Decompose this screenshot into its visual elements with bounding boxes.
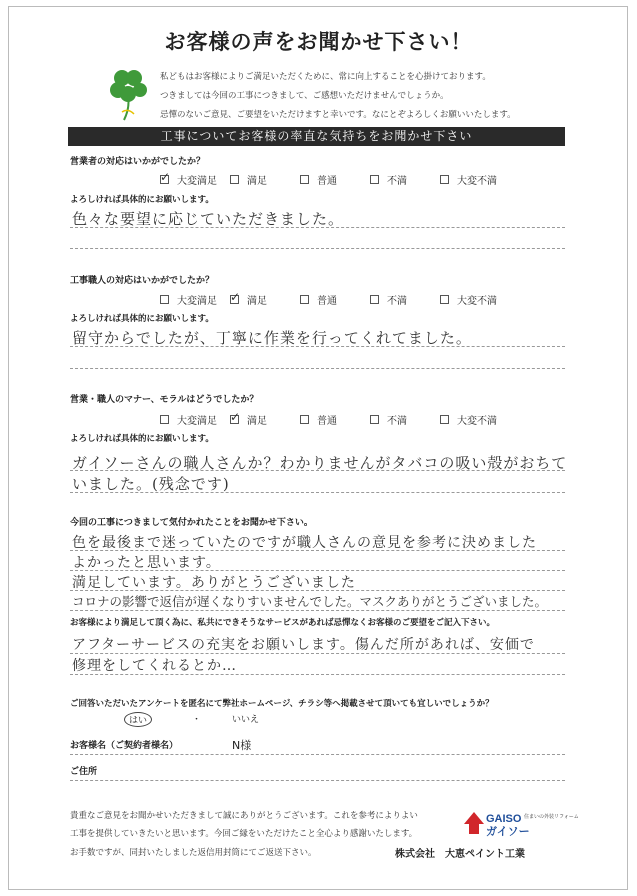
company-name: 株式会社 大恵ペイント工業 [395,849,525,860]
consent-no: いいえ [232,715,260,725]
checkbox-icon[interactable] [300,295,309,304]
q5-question: お客様により満足して頂く為に、私共にできそうなサービスがあれば忌憚なくお客様のご要望をご記入下さい。 [70,618,496,628]
q3-options [160,412,510,427]
option-label: 大変不満 [457,416,497,427]
q3-answer-line-2: いました。(残念です) [72,475,230,493]
consent-yes: はい [124,712,152,727]
intro-line-2: つきましては今回の工事につきまして、ご感想いただけませんでしょうか。 [160,91,449,101]
option-label: 不満 [387,176,407,187]
option-label: 普通 [317,176,337,187]
q3-answer-line-1: ガイソーさんの職人さんか？わかりませんがタバコの吸い殻がおちて [72,454,568,472]
option-label: 大変不満 [457,296,497,307]
q1-detail-prompt: よろしければ具体的にお願いします。 [70,195,214,205]
option-label: 大変満足 [177,296,217,307]
q1-option-3[interactable] [300,172,370,187]
checkbox-icon[interactable] [440,295,449,304]
q1-option-2[interactable] [230,172,300,187]
q1-options [160,172,510,187]
name-line [70,754,565,755]
answer-line [70,470,565,471]
checkbox-icon[interactable] [230,295,239,304]
option-label: 満足 [247,416,267,427]
page-title: お客様の声をお聞かせ下さい！ [164,30,473,54]
logo-brand: GAISO [486,813,522,825]
q3-option-3[interactable] [300,412,370,427]
option-label: 普通 [317,416,337,427]
q3-option-2[interactable] [230,412,300,427]
answer-line [70,492,565,493]
gaiso-logo-icon [462,808,579,838]
answer-line [70,674,565,675]
answer-line [70,653,565,654]
checkbox-icon[interactable] [160,175,169,184]
checkbox-icon[interactable] [300,175,309,184]
q2-option-5[interactable] [440,292,510,307]
option-label: 大変不満 [457,176,497,187]
option-label: 不満 [387,296,407,307]
logo-kana: ガイソー [486,826,530,838]
checkbox-icon[interactable] [370,415,379,424]
q5-answer-line-2: 修理をしてくれるとか… [72,658,237,674]
q1-answer: 色々な要望に応じていただきました。 [72,210,345,228]
gaiso-logo [462,808,579,838]
q2-detail-prompt: よろしければ具体的にお願いします。 [70,314,214,324]
checkbox-icon[interactable] [230,415,239,424]
footer-line-2: 工事を提供していきたいと思います。今回ご縁をいただけたこと全心より感謝いたします。 [70,829,418,839]
option-label: 満足 [247,296,267,307]
option-label: 大変満足 [177,416,217,427]
name-label: お客様名（ご契約者様名） [70,741,179,751]
q5-answer-line-1: アフターサービスの充実をお願いします。傷んだ所があれば、安価で [72,637,535,653]
address-label: ご住所 [70,767,98,777]
q3-option-1[interactable] [160,412,230,427]
q3-option-4[interactable] [370,412,440,427]
address-line [70,780,565,781]
q2-answer: 留守からでしたが、丁寧に作業を行ってくれてました。 [72,329,472,347]
answer-line [70,368,565,369]
answer-line [70,346,565,347]
consent-question: ご回答いただいたアンケートを匿名にて弊社ホームページ、チラシ等へ掲載させて頂いても宜しいでしょうか？ [70,699,494,709]
q1-option-5[interactable] [440,172,510,187]
q2-option-4[interactable] [370,292,440,307]
answer-line [70,590,565,591]
checkbox-icon[interactable] [160,295,169,304]
section-banner: 工事についてお客様の率直な気持ちをお聞かせ下さい [68,127,565,146]
q4-answer-line-4: コロナの影響で返信が遅くなりすいませんでした。マスクありがとうございました。 [72,594,548,609]
footer-line-1: 貴重なご意見をお聞かせいただきまして誠にありがとうございます。これを参考によりよい [70,811,418,821]
checkbox-icon[interactable] [230,175,239,184]
checkbox-icon[interactable] [300,415,309,424]
q1-question: 営業者の対応はいかがでしたか？ [70,157,206,167]
q1-option-4[interactable] [370,172,440,187]
option-label: 大変満足 [177,176,217,187]
q3-detail-prompt: よろしければ具体的にお願いします。 [70,434,214,444]
intro-line-1: 私どもはお客様によりご満足いただくために、常に向上することを心掛けております。 [160,72,491,82]
checkbox-icon[interactable] [370,295,379,304]
q4-question: 今回の工事につきまして気付かれたことをお聞かせ下さい。 [70,518,313,528]
footer-line-3: お手数ですが、同封いたしました返信用封筒にてご返送下さい。 [70,848,317,858]
answer-line [70,610,565,611]
q4-answer-line-1: 色を最後まで迷っていたのですが職人さんの意見を参考に決めました [72,535,537,551]
answer-line [70,248,565,249]
q1-option-1[interactable] [160,172,230,187]
q2-option-1[interactable] [160,292,230,307]
q4-answer-line-3: 満足しています。ありがとうございました [72,575,356,591]
q2-options [160,292,510,307]
answer-line [70,227,565,228]
answer-line [70,570,565,571]
name-value: N様 [232,739,252,752]
consent-separator: ・ [192,715,202,725]
option-label: 不満 [387,416,407,427]
q2-option-2[interactable] [230,292,300,307]
q4-answer-line-2: よかったと思います。 [72,555,221,571]
option-label: 満足 [247,176,267,187]
q2-question: 工事職人の対応はいかがでしたか？ [70,276,215,286]
intro-line-3: 忌憚のないご意見、ご要望をいただけますと幸いです。なにとぞよろしくお願いいたします。 [160,110,516,120]
checkbox-icon[interactable] [440,415,449,424]
answer-line [70,550,565,551]
option-label: 普通 [317,296,337,307]
q2-option-3[interactable] [300,292,370,307]
checkbox-icon[interactable] [440,175,449,184]
checkbox-icon[interactable] [160,415,169,424]
q3-option-5[interactable] [440,412,510,427]
checkbox-icon[interactable] [370,175,379,184]
logo-tagline: 住まいの外装リフォーム [524,814,579,820]
q3-question: 営業・職人のマナー、モラルはどうでしたか？ [70,395,259,405]
clover-icon [100,64,158,124]
